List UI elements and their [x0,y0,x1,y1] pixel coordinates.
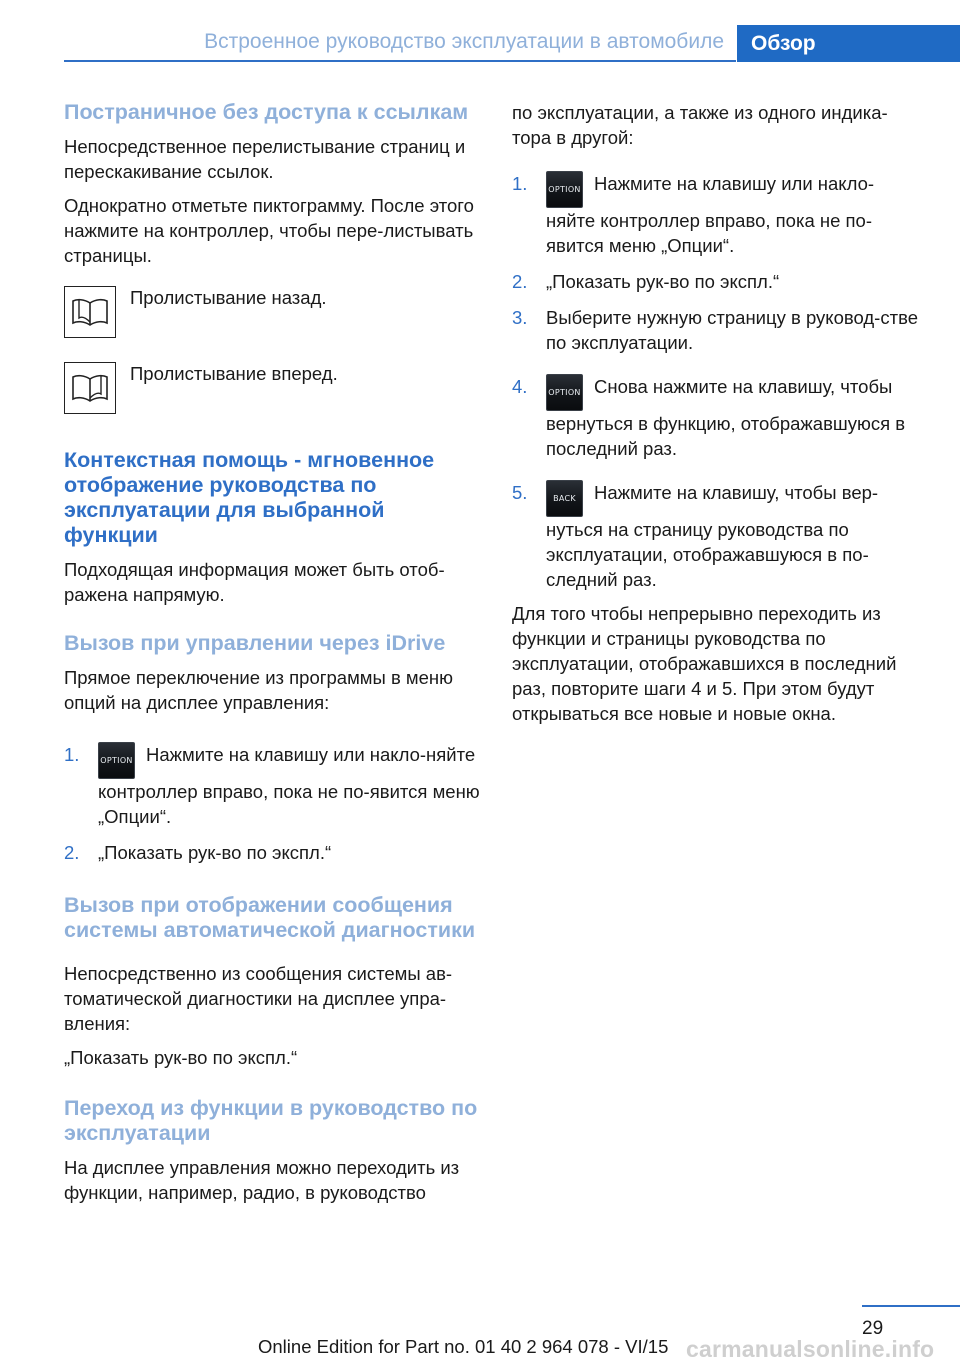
section-title-diagnostic-message: Вызов при отображении сообщения системы автоматической диагностики [64,893,476,942]
paragraph: Прямое переключение из программы в меню опций на дисплее управления: [64,667,454,713]
header-rule [64,60,736,62]
footer-rule [862,1305,960,1307]
option-button-icon: OPTION [546,374,583,411]
section-title-function-to-manual: Переход из функции в руководство по эксплуатации [64,1096,478,1145]
step-number: 2. [512,271,528,292]
list-item [512,374,922,461]
paragraph: „Показать рук-во по экспл.“ [64,1047,298,1068]
step-text: Выберите нужную страницу в руковод-стве по эксплуатации. [546,307,918,353]
icon-caption: Пролистывание назад. [130,287,327,308]
step-text: Нажмите на клавишу или накло-няйте контроллер вправо, пока не по-явится меню „Опции“. [98,744,480,827]
paragraph: Непосредственное перелистывание страниц и перескакивание ссылок. [64,136,466,182]
section-title-page-by-page: Постраничное без доступа к ссылкам [64,100,469,124]
paragraph: Для того чтобы непрерывно переходить из функции и страницы руководства по эксплуатации, отображавшихся в последний раз, повторите шаги 4 и 5. При этом будут открываться все новые и новые окна. [512,603,897,724]
step-number: 1. [64,744,80,765]
step-number: 5. [512,482,528,503]
step-text: Нажмите на клавишу или накло-няйте контроллер вправо, пока не по-явится меню „Опции“. [546,173,875,256]
edition-text: Online Edition for Part no. 01 40 2 964 078 - VI/15 [258,1336,669,1357]
right-column [512,100,922,726]
step-text: Нажмите на клавишу, чтобы вер-нуться на страницу руководства по эксплуатации, отображавшуюся в по-следний раз. [546,482,879,590]
paragraph: по эксплуатации, а также из одного индика-тора в другой: [512,102,888,148]
list-item [64,742,482,829]
step-number: 4. [512,376,528,397]
book-page-back-icon [64,286,116,338]
running-header-title: Встроенное руководство эксплуатации в автомобиле [204,30,724,53]
book-page-forward-icon [64,362,116,414]
step-number: 1. [512,173,528,194]
steps-list-idrive [64,742,482,865]
list-item [64,840,482,865]
icon-caption: Пролистывание вперед. [130,363,338,384]
section-title-context-help: Контекстная помощь - мгновенное отображение руководства по эксплуатации для выбранной функции [64,448,435,547]
step-text: „Показать рук-во по экспл.“ [98,842,332,863]
steps-list-switch [512,171,922,592]
back-button-icon: BACK [546,480,583,517]
list-item [512,480,922,592]
page-number: 29 [862,1318,884,1339]
list-item [512,171,922,258]
section-title-idrive-call: Вызов при управлении через iDrive [64,631,446,655]
option-button-icon: OPTION [98,742,135,779]
icon-row-page-forward [64,362,482,414]
section-tab-overview[interactable]: Обзор [737,25,960,62]
left-column [64,100,482,1205]
list-item [512,305,922,355]
paragraph: На дисплее управления можно переходить из функции, например, радио, в руководство [64,1157,460,1203]
step-text: „Показать рук-во по экспл.“ [546,271,780,292]
list-item [512,269,922,294]
step-text: Снова нажмите на клавишу, чтобы вернуться в функцию, отображавшуюся в последний раз. [546,376,906,459]
watermark: carmanualsonline.info [686,1336,935,1362]
step-number: 2. [64,842,80,863]
paragraph: Однократно отметьте пиктограмму. После этого нажмите на контроллер, чтобы пере-листывать страницы. [64,195,474,266]
icon-row-page-back [64,286,482,338]
paragraph: Подходящая информация может быть отоб-ражена напрямую. [64,559,445,605]
step-number: 3. [512,307,528,328]
option-button-icon: OPTION [546,171,583,208]
paragraph: Непосредственно из сообщения системы ав-томатической диагностики на дисплее упра-вления: [64,963,453,1034]
